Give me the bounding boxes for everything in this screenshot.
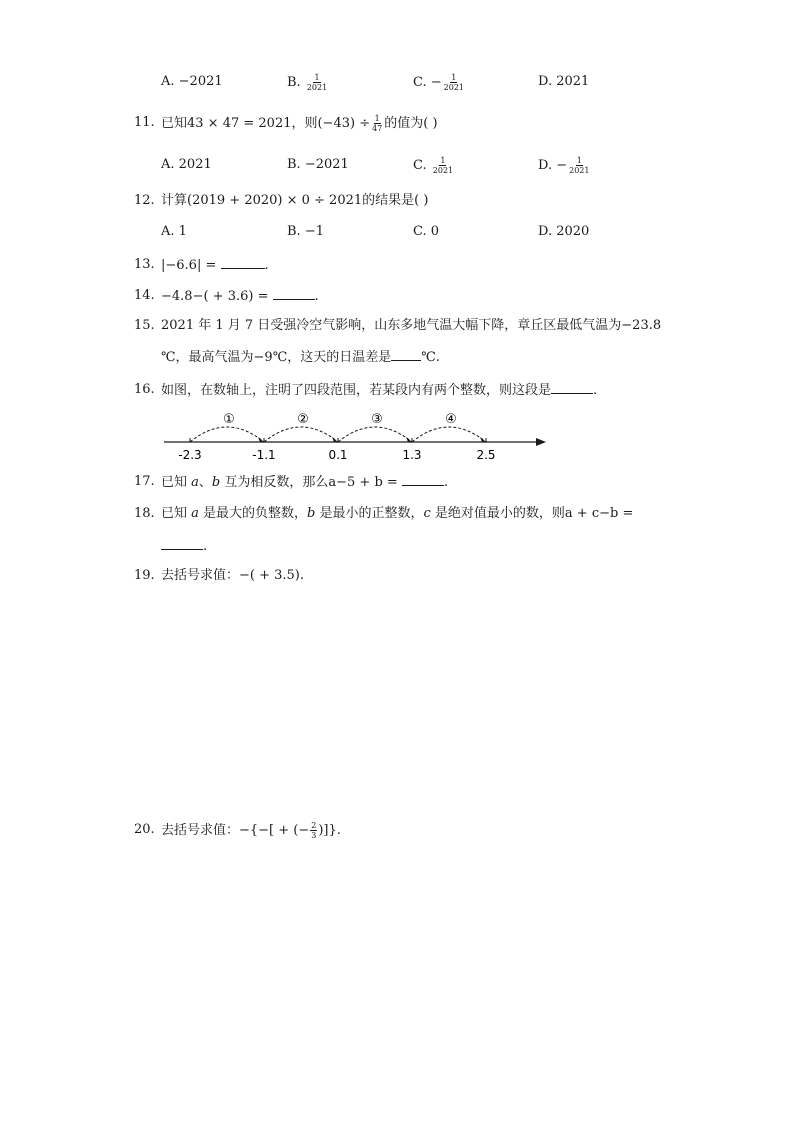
number-line-figure [150, 404, 560, 466]
q11-option-c-fraction: $\frac{1}{2021}$ [432, 156, 454, 175]
q12-option-d: D. 2020 [538, 224, 590, 239]
fraction: $\frac{2}{3}$ [311, 821, 317, 840]
question-text: |−6.6| = . [161, 258, 269, 273]
answer-blank[interactable] [273, 287, 315, 300]
question-number: 15. [134, 318, 155, 333]
question-text: 计算(2019 + 2020) × 0 ÷ 2021的结果是( ) [161, 193, 429, 208]
q10-option-d: D. 2021 [538, 74, 590, 89]
dashed-arc [190, 427, 264, 442]
q10-option-b-fraction: $\frac{1}{2021}$ [306, 73, 328, 92]
question-number: 20. [134, 822, 155, 837]
question-text-line1: 2021 年 1 月 7 日受强冷空气影响，山东多地气温大幅下降，章丘区最低气温为−23.8 [161, 318, 662, 333]
answer-blank[interactable] [551, 381, 593, 394]
dashed-arc [338, 427, 412, 442]
question-number: 19. [134, 568, 155, 583]
question-number: 16. [134, 382, 155, 397]
q10-option-c-label: C. − [413, 75, 442, 90]
segment-label: ② [297, 412, 309, 427]
question-number: 14. [134, 288, 155, 303]
segment-label: ③ [371, 412, 383, 427]
q11-option-d-fraction: $\frac{1}{2021}$ [569, 156, 590, 175]
question-text: 去括号求值：−{−[ + (− $\frac{2}{3}$ )]}. [161, 821, 341, 840]
answer-blank[interactable] [391, 348, 421, 361]
q12-option-b: B. −1 [287, 224, 324, 239]
answer-blank[interactable] [402, 473, 444, 486]
question-number: 18. [134, 506, 155, 521]
axis-label: -2.3 [178, 448, 202, 462]
q12-option-c: C. 0 [413, 224, 440, 239]
question-number: 17. [134, 474, 155, 489]
q10-option-b-label: B. [287, 75, 301, 90]
q11-option-c: C. $\frac{1}{2021}$ [413, 156, 454, 175]
q11-option-d: D. − $\frac{1}{2021}$ [538, 156, 590, 175]
question-number: 11. [134, 115, 155, 130]
q10-option-a: A. −2021 [161, 74, 223, 89]
dashed-arc [264, 427, 338, 442]
axis-label: 1.3 [402, 448, 422, 462]
answer-blank[interactable] [221, 256, 265, 269]
q10-option-c-fraction: $\frac{1}{2021}$ [443, 73, 464, 92]
question-number: 12. [134, 193, 155, 208]
fraction: $\frac{1}{47}$ [372, 114, 383, 133]
q11-option-a: A. 2021 [161, 157, 212, 172]
question-text-line2: ℃，最高气温为−9℃，这天的日温差是 ℃. [161, 350, 440, 365]
q12-option-a: A. 1 [161, 224, 187, 239]
question-number: 13. [134, 257, 155, 272]
axis-label: -1.1 [252, 448, 276, 462]
question-text: 去括号求值：−( + 3.5). [161, 568, 305, 583]
dashed-arc [412, 427, 486, 442]
question-answer-line: . [161, 537, 207, 556]
question-text: 如图，在数轴上，注明了四段范围，若某段内有两个整数，则这段是 . [161, 383, 598, 398]
segment-label: ④ [445, 412, 457, 427]
question-text: 已知 a 是最大的负整数，b 是最小的正整数，c 是绝对值最小的数，则a + c−b = [161, 506, 634, 521]
question-text: 已知43 × 47 = 2021，则(−43) ÷ $\frac{1}{47}$ 的值为( ) [161, 114, 438, 133]
q10-option-b [287, 73, 329, 92]
answer-blank[interactable] [161, 537, 203, 550]
axis-label: 2.5 [476, 448, 496, 462]
q11-option-b: B. −2021 [287, 157, 349, 172]
segment-label: ① [223, 412, 235, 427]
question-text: 已知 a、b 互为相反数，那么a−5 + b = . [161, 475, 449, 490]
arrow-head-icon [536, 438, 546, 446]
axis-label: 0.1 [328, 448, 348, 462]
q10-option-c [413, 73, 466, 92]
question-text: −4.8−( + 3.6) = . [161, 289, 319, 304]
